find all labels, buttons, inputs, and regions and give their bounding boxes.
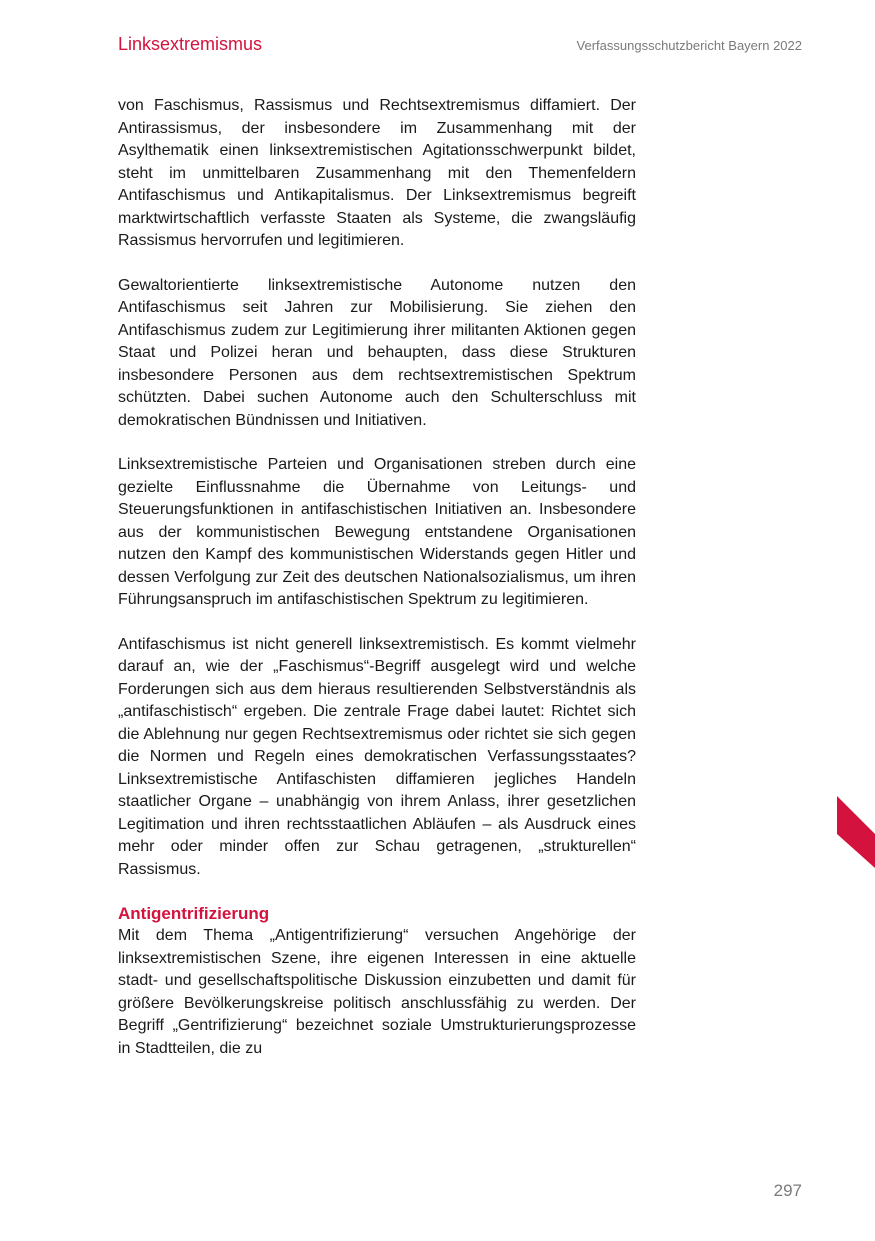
document-title: Verfassungsschutzbericht Bayern 2022: [576, 38, 802, 53]
section-subheading: Antigentrifizierung: [118, 904, 270, 923]
page-number: 297: [773, 1181, 802, 1200]
chapter-tab-shape: [837, 796, 875, 868]
body-paragraph-3: Linksextremistische Parteien und Organisationen streben durch eine gezielte Einflussnahme die Übernahme von Leitungs- und Steuerungsfunktionen in antifaschistischen Initiativen an. Insbesondere aus der kommunistischen Bewegung entstandene Organisationen nutzen den Kampf des kommunistischen Widerstands gegen Hitler und dessen Verfolgung zur Zeit des deutschen Nationalsozialismus, um ihren Führungsanspruch im antifaschistischen Spektrum zu legitimieren.: [118, 456, 636, 608]
body-paragraph-1: von Faschismus, Rassismus und Rechtsextremismus diffamiert. Der Antirassismus, der insbesondere im Zusammenhang mit der Asylthematik einen linksextremistischen Agitationsschwerpunkt bildet, steht im unmittelbaren Zusammenhang mit den Themenfeldern Antifaschismus und Antikapitalismus. Der Linksextremismus begreift marktwirtschaftlich verfasste Staaten als Systeme, die zwangsläufig Rassismus hervorrufen und legitimieren.: [118, 97, 636, 249]
chapter-tab-marker: [837, 796, 875, 868]
body-paragraph-2: Gewaltorientierte linksextremistische Autonome nutzen den Antifaschismus seit Jahren zur Mobilisierung. Sie ziehen den Antifaschismus zudem zur Legitimierung ihrer militanten Aktionen gegen Staat und Polizei heran und behaupten, dass diese Strukturen insbesondere Personen aus dem rechtsextremistischen Spektrum schützten. Dabei suchen Autonome auch den Schulterschluss mit demokratischen Bündnissen und Initiativen.: [118, 276, 636, 429]
body-paragraph-5: Mit dem Thema „Antigentrifizierung“ versuchen Angehörige der linksextremistischen Szene, ihre eigenen Interessen in eine aktuelle stadt- und gesellschaftspolitische Diskussion einzubetten und damit für größere Bevölkerungskreise politisch anschlussfähig zu werden. Der Begriff „Gentrifizierung“ bezeichnet soziale Umstrukturierungsprozesse in Stadtteilen, die zu: [118, 927, 636, 1057]
section-title: Linksextremismus: [118, 34, 263, 54]
main-content: [118, 95, 636, 1060]
body-paragraph-4: Antifaschismus ist nicht generell linksextremistisch. Es kommt vielmehr darauf an, wie der „Faschismus“-Begriff ausgelegt wird und welche Forderungen sich aus dem hieraus resultierenden Selbstverständnis als „antifaschistisch“ ergeben. Die zentrale Frage dabei lautet: Richtet sich die Ablehnung nur gegen Rechtsextremismus oder richtet sie sich gegen die Normen und Regeln eines demokratischen Verfassungsstaates? Linksextremistische Antifaschisten diffamieren jegliches Handeln staatlicher Organe – unabhängig von ihrem Anlass, ihrer gesetzlichen Legitimation und ihren rechtsstaatlichen Abläufen – als Ausdruck eines mehr oder minder offen zur Schau getragenen, „strukturellen“ Rassismus.: [118, 635, 636, 878]
